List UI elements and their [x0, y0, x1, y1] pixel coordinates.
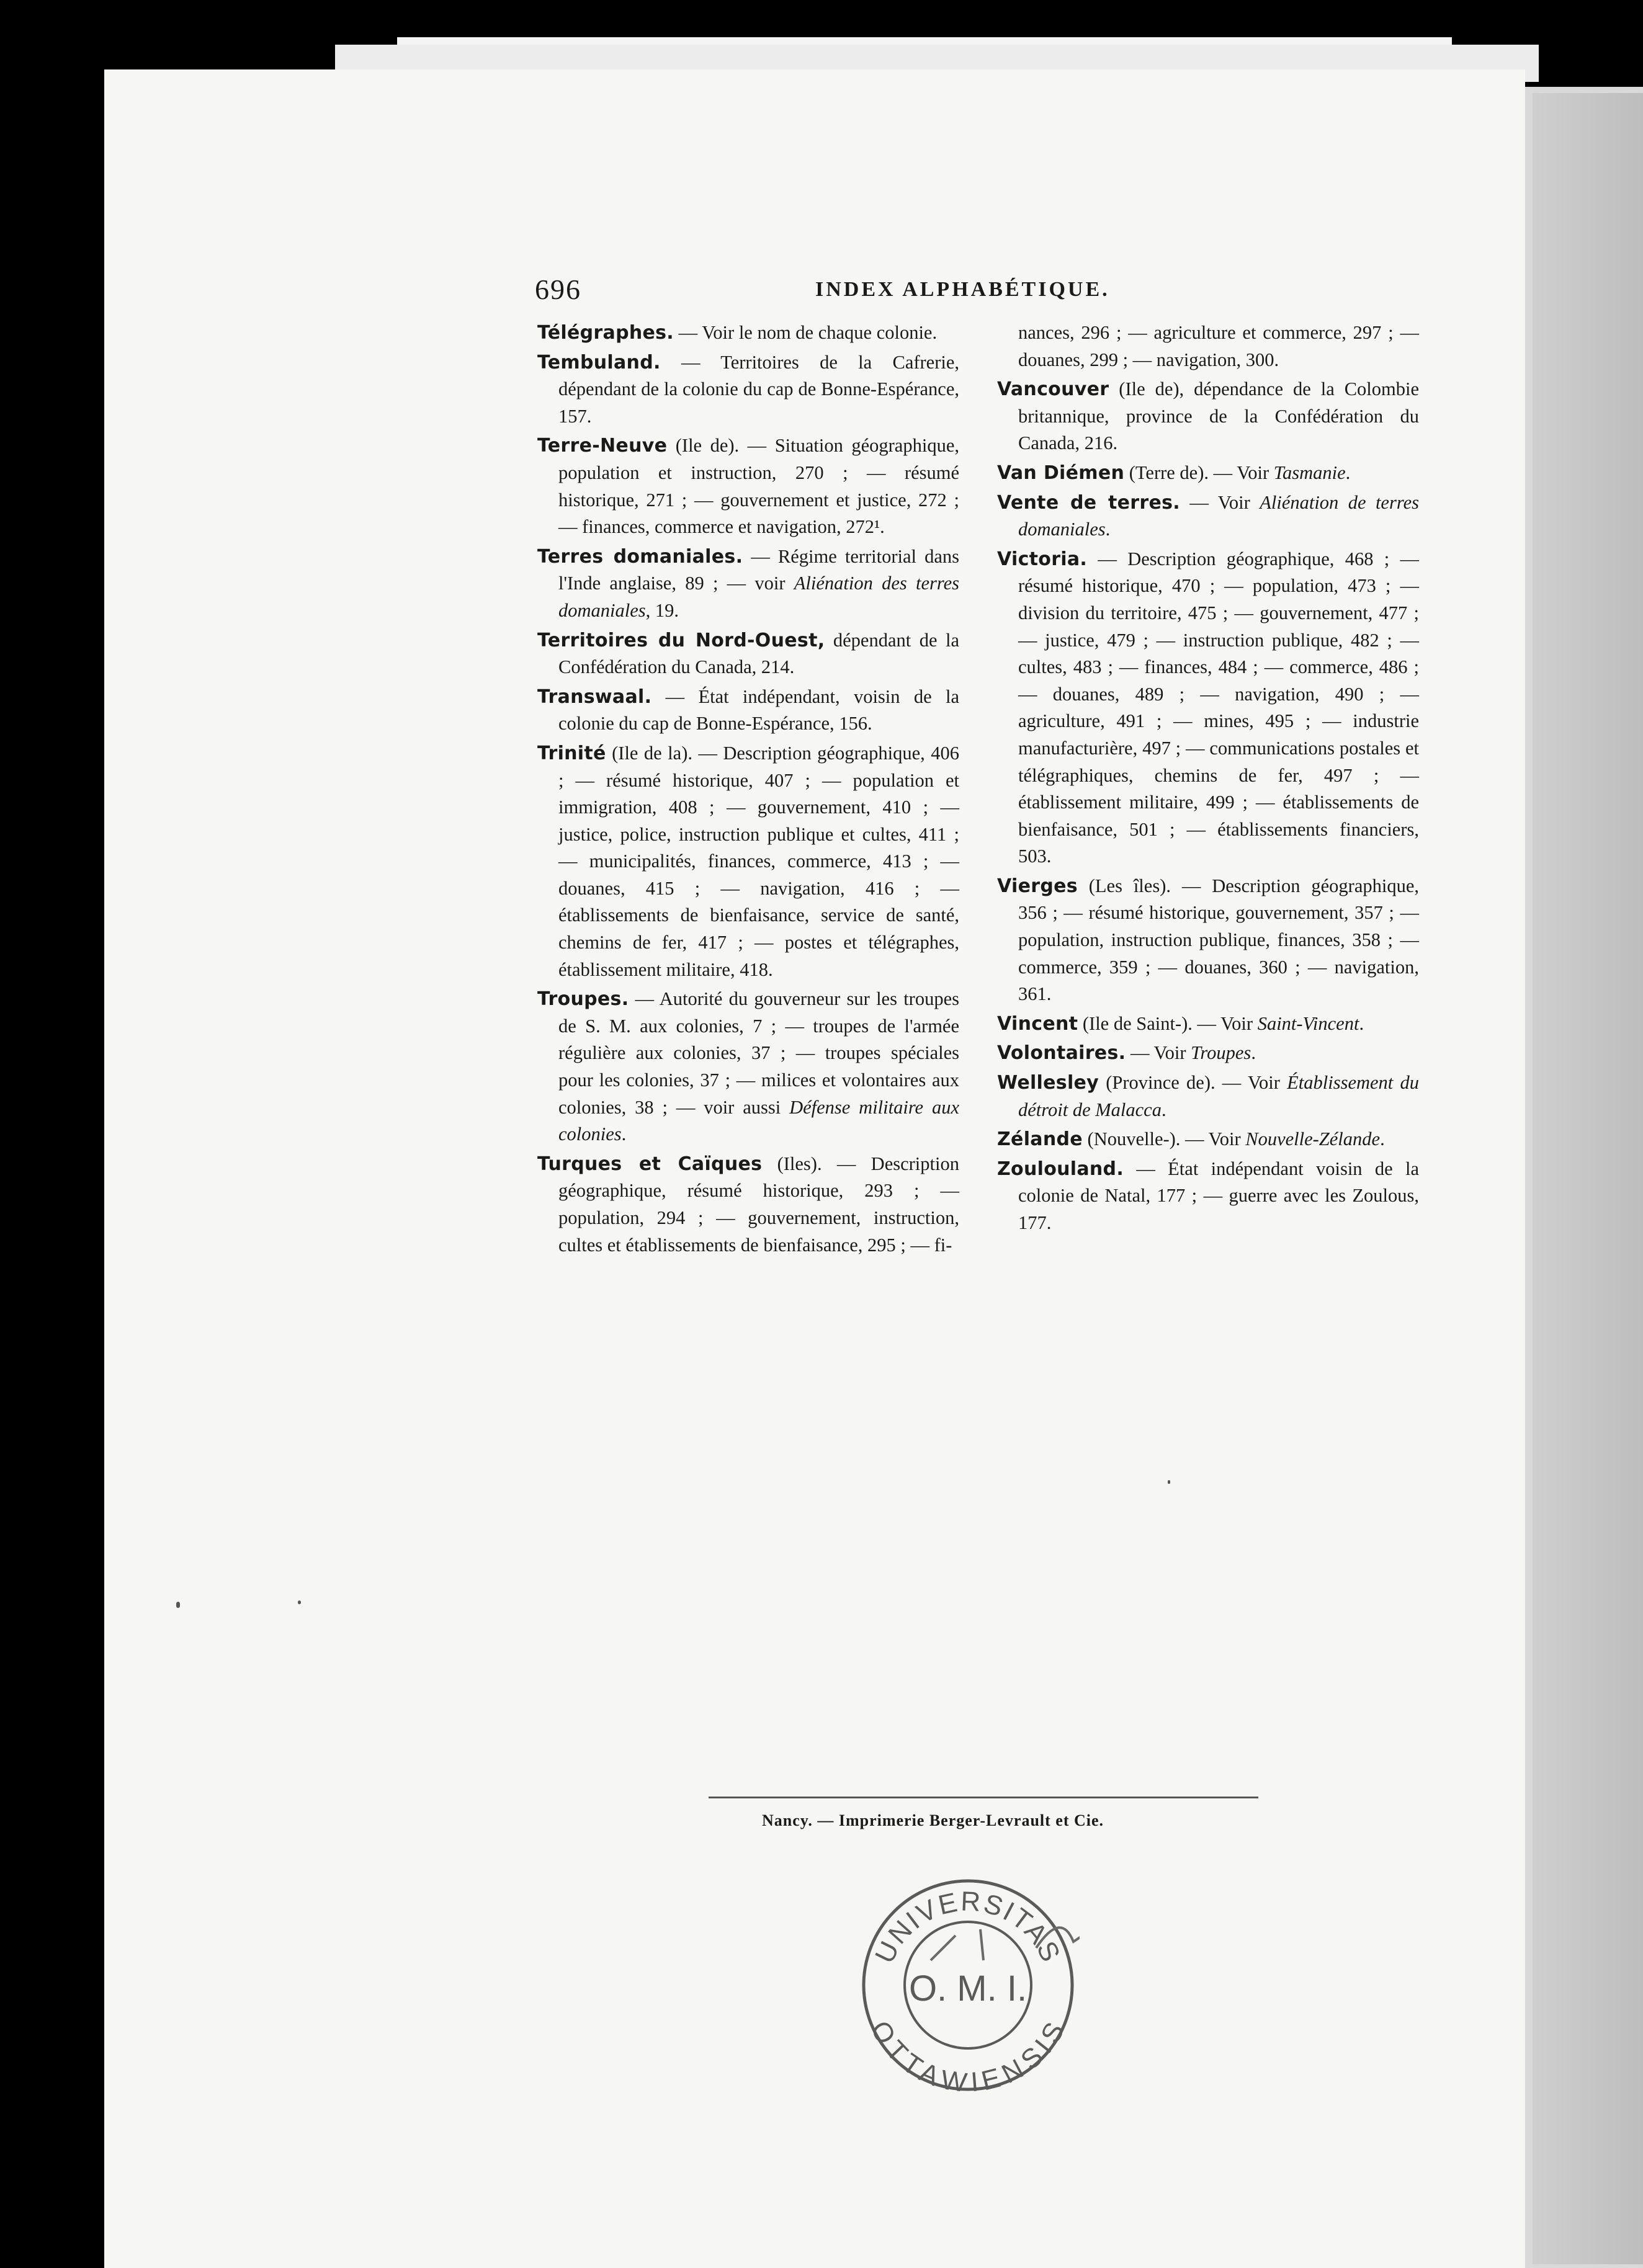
page-number: 696 [535, 274, 581, 305]
entry-text: — Voir le nom de chaque colonie. [674, 322, 938, 343]
entry-heading: Tembuland. [537, 351, 661, 373]
entry-heading: Terres domaniales. [537, 545, 743, 568]
entry-text: — Territoires de la Cafrerie, dépendant de la colonie du cap de Bonne-Espérance, 157. [558, 351, 959, 427]
index-entry-continuation [997, 319, 1419, 373]
entry-text: (Ile de), dépendance de la Colombie britannique, province de la Confédération du Canada, 216. [1018, 378, 1419, 454]
scan-speck [298, 1601, 301, 1604]
index-entry [537, 1151, 959, 1259]
entry-tail: . [621, 1123, 627, 1145]
entry-heading: Wellesley [997, 1072, 1099, 1094]
entry-cross-reference: Nouvelle-Zélande [1245, 1128, 1381, 1150]
entry-text: — Description géographique, 468 ; — résumé historique, 470 ; — population, 473 ; — division du territoire, 475 ; — gouvernement, 477 ; — justice, 479 ; — instruction publique, 482 ; — cultes, 483 ; — finances, 484 ; — commerce, 486 ; — douanes, 489 ; — navigation, 490 ; — agriculture, 491 ; — mines, 495 ; — industrie manufacturière, 497 ; — communications postales et télégraphiques, chemins de fer, 497 ; — établissement militaire, 499 ; — établissements de bienfaisance, 501 ; — établissements financiers, 503. [1018, 548, 1419, 867]
entry-heading: Trinité [537, 742, 606, 764]
entry-cross-reference: Tasmanie [1273, 462, 1346, 483]
entry-text: — Voir [1180, 491, 1260, 513]
entry-cross-reference: Troupes [1191, 1042, 1251, 1064]
index-entry [997, 873, 1419, 1008]
stamp-seal [856, 1873, 1080, 2097]
entry-tail: . [1161, 1099, 1166, 1120]
entry-heading: Turques et Caïques [537, 1153, 763, 1175]
entry-text: (Ile de la). — Description géographique, 406 ; — résumé historique, 407 ; — population et immigration, 408 ; — gouvernement, 410 ; — justice, police, instruction publique et cultes, 411 ; — municipalités, finances, commerce, 413 ; — douanes, 415 ; — navigation, 416 ; — établissements de bienfaisance, service de santé, chemins de fer, 417 ; — postes et télégraphes, établissement militaire, 418. [558, 742, 959, 980]
entry-heading: Van Diémen [997, 462, 1125, 484]
entry-heading: Vierges [997, 875, 1078, 897]
entry-heading: Vente de terres. [997, 491, 1180, 514]
index-entry [537, 986, 959, 1148]
index-entry [537, 349, 959, 431]
entry-text: — État indépendant voisin de la colonie de Natal, 177 ; — guerre avec les Zoulous, 177. [1018, 1158, 1419, 1233]
entry-cross-reference: Aliénation de terres domaniales [1018, 491, 1419, 540]
entry-text: nances, 296 ; — agriculture et commerce, 297 ; — douanes, 299 ; — navigation, 300. [1018, 322, 1419, 370]
entry-heading: Zélande [997, 1128, 1083, 1151]
index-entry [997, 546, 1419, 870]
entry-text: (Nouvelle-). — Voir [1082, 1128, 1246, 1150]
index-entry [537, 319, 959, 347]
entry-text: (Les îles). — Description géographique, 356 ; — résumé historique, gouvernement, 357 ; — population, instruction publique, finances, 358 ; — commerce, 359 ; — douanes, 360 ; — navigation, 361. [1018, 875, 1419, 1005]
index-column-right [997, 319, 1419, 1239]
scan-speck [1168, 1480, 1170, 1484]
entry-tail: . [1380, 1128, 1385, 1150]
entry-cross-reference: Établissement du détroit de Malacca [1018, 1072, 1419, 1120]
index-entry [997, 1069, 1419, 1123]
index-entry [537, 432, 959, 540]
entry-heading: Troupes. [537, 988, 629, 1011]
entry-heading: Zoulouland. [997, 1158, 1124, 1180]
entry-heading: Télégraphes. [537, 322, 674, 344]
scan-speck [176, 1602, 180, 1608]
running-title: INDEX ALPHABÉTIQUE. [815, 278, 1110, 301]
entry-text: dépendant de la Confédération du Canada, 214. [558, 629, 959, 678]
printer-imprint: Nancy. — Imprimerie Berger-Levrault et Cie. [762, 1811, 1104, 1829]
stamp-center-text: O. M. I. [908, 1968, 1027, 2009]
entry-text: (Province de). — Voir [1099, 1072, 1287, 1094]
stamp-bottom-text: OTTAWIENSIS [864, 2016, 1072, 2097]
library-stamp [856, 1873, 1080, 2097]
entry-heading: Volontaires. [997, 1042, 1126, 1065]
entry-heading: Territoires du Nord-Ouest, [537, 629, 825, 651]
index-entry [537, 627, 959, 681]
entry-text: (Iles). — Description géographique, résumé historique, 293 ; — population, 294 ; — gouvernement, instruction, cultes et établissements de bienfaisance, 295 ; — fi- [558, 1153, 959, 1256]
index-entry [997, 1126, 1419, 1153]
index-entry [997, 1011, 1419, 1038]
stamp-top-text: UNIVERSITAS [869, 1886, 1067, 1968]
entry-cross-reference: Aliénation des terres domaniales [558, 573, 959, 621]
entry-tail: . [1105, 519, 1111, 540]
entry-cross-reference: Défense militaire aux colonies [558, 1096, 959, 1145]
entry-text: — Régime territorial dans l'Inde anglaise, 89 ; — voir [558, 545, 960, 594]
entry-cross-reference: Saint-Vincent [1257, 1012, 1359, 1034]
entry-text: — Autorité du gouverneur sur les troupes de S. M. aux colonies, 7 ; — troupes de l'armée régulière aux colonies, 37 ; — troupes spéciales pour les colonies, 37 ; — milices et volontaires aux colonies, 38 ; — voir aussi [558, 988, 959, 1118]
entry-tail: . [1359, 1012, 1364, 1034]
index-entry [537, 543, 959, 625]
entry-text: — Voir [1126, 1042, 1191, 1064]
index-entry [997, 460, 1419, 487]
entry-heading: Vancouver [997, 378, 1109, 401]
entry-heading: Vincent [997, 1012, 1078, 1035]
entry-text: — État indépendant, voisin de la colonie du cap de Bonne-Espérance, 156. [558, 685, 959, 734]
entry-tail: , 19. [645, 599, 679, 621]
index-entry [997, 1040, 1419, 1067]
entry-text: (Terre de). — Voir [1124, 462, 1274, 483]
index-entry [997, 489, 1419, 543]
footer-rule [709, 1797, 1258, 1798]
index-entry [537, 684, 959, 738]
entry-text: (Ile de Saint-). — Voir [1078, 1012, 1258, 1034]
entry-text: (Ile de). — Situation géographique, population et instruction, 270 ; — résumé historique, 271 ; — gouvernement et justice, 272 ; — finances, commerce et navigation, 272¹. [558, 435, 959, 538]
page-header [535, 273, 1168, 310]
index-entry [997, 376, 1419, 457]
adjacent-page-shadow [1533, 93, 1643, 2264]
index-entry [537, 740, 959, 983]
entry-heading: Terre-Neuve [537, 435, 668, 457]
index-entry [997, 1156, 1419, 1237]
index-column-left [537, 319, 959, 1261]
entry-tail: . [1345, 462, 1351, 483]
entry-heading: Victoria. [997, 548, 1088, 570]
entry-heading: Transwaal. [537, 685, 652, 708]
entry-tail: . [1251, 1042, 1256, 1064]
